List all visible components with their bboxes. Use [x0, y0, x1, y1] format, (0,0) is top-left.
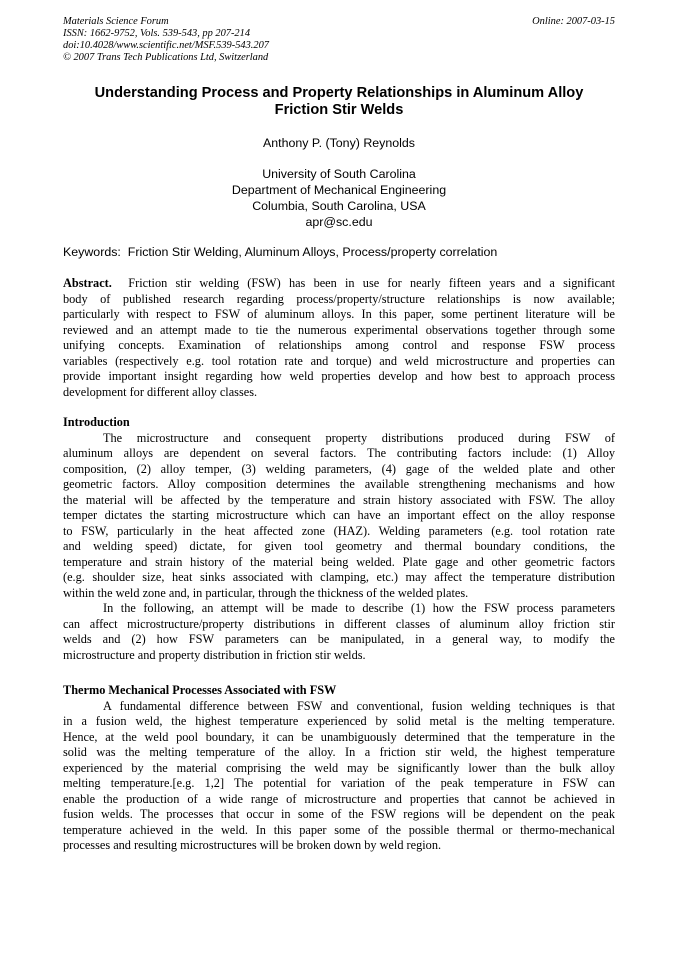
affiliation-university: University of South Carolina: [262, 167, 416, 181]
author-email: apr@sc.edu: [305, 215, 373, 229]
paragraph-line: temperature achieved in the weld. In this paper some of the possible thermal or thermo-mechanical: [63, 822, 615, 837]
paragraph-line: within the weld zone and, in particular, through the thickness of the welded plates.: [63, 585, 469, 600]
paragraph-line: melting temperature.[e.g. 1,2] The potential for variation of the peak temperature in FSW can: [63, 776, 615, 790]
abstract-line: reviewed and an attempt made to tie the numerous experimental observations together through some: [63, 322, 615, 337]
paragraph-line: In the following, an attempt will be made to describe (1) how the FSW process parameters: [103, 601, 615, 615]
paragraph-line: microstructure and property distribution in friction stir welds.: [63, 647, 366, 662]
paragraph-line: to FSW, particularly in the heat affected zone (HAZ). Welding parameters (e.g. tool rotation rate: [63, 523, 615, 538]
paragraph-line: geometric factors. Alloy composition determines the available strengthening mechanisms and how: [63, 477, 615, 491]
introduction-section: [63, 415, 615, 663]
paragraph-line: can affect microstructure/property distributions in different classes of aluminum alloy friction stir: [63, 616, 615, 631]
paragraph-line: aluminum alloys are dependent on several factors. The contributing factors include: (1) Alloy: [63, 446, 615, 460]
abstract-line: provide important insight regarding how weld properties develop and how best to approach process: [63, 369, 615, 383]
paragraph-line: and welding speed) dictate, for given tool geometry and thermal boundary conditions, the: [63, 539, 615, 553]
affiliation: [40, 166, 638, 230]
paragraph-line: processes and resulting microstructures will be broken down by weld region.: [63, 838, 442, 852]
paragraph-line: (e.g. shoulder size, heat sinks associated with clamping, etc.) may affect the temperature distribution: [63, 570, 615, 584]
paragraph-line: Hence, at the weld pool boundary, it can be unambiguously determined that the temperature in the: [63, 729, 615, 744]
paragraph-line: welds and (2) how FSW parameters can be manipulated, in a general way, to modify the: [63, 632, 615, 646]
paragraph-line: the material will be affected by the temperature and strain history associated with FSW. The alloy: [63, 492, 615, 507]
keywords: [63, 244, 497, 260]
paper-title: [40, 85, 638, 119]
title-line: Friction Stir Welds: [274, 102, 404, 118]
paragraph-line: The microstructure and consequent property distributions produced during FSW of: [103, 430, 615, 445]
paragraph-line: temper dictates the starting microstructure which can have an important effect on the alloy response: [63, 508, 615, 522]
paragraph-line: experienced by the material comprising the weld may be significantly lower than the bulk alloy: [63, 760, 615, 775]
journal-name: Materials Science Forum: [63, 16, 169, 27]
abstract-section: [63, 276, 615, 400]
abstract-label: Abstract.: [63, 276, 112, 290]
abstract-line: body of published research regarding process/property/structure relationships is now available;: [63, 291, 615, 306]
journal-issn: ISSN: 1662-9752, Vols. 539-543, pp 207-214: [63, 28, 251, 39]
author-name: Anthony P. (Tony) Reynolds: [263, 136, 415, 150]
abstract-line: particularly with respect to FSW of aluminum alloys. In this paper, some pertinent literature will be: [63, 307, 615, 321]
abstract-line: Abstract. Friction stir welding (FSW) has been in use for nearly fifteen years and a significant: [63, 276, 615, 290]
journal-header: [63, 16, 269, 64]
section-heading: Thermo Mechanical Processes Associated with FSW: [63, 683, 337, 697]
paragraph-line: fusion welds. The processes that occur in some of the FSW regions will be dependent on the peak: [63, 807, 615, 821]
affiliation-department: Department of Mechanical Engineering: [231, 183, 447, 197]
paragraph-line: composition, (2) alloy temper, (3) welding parameters, (4) gage of the welded plate and other: [63, 461, 615, 476]
keywords-label: Keywords:: [63, 245, 121, 259]
keywords-text: Friction Stir Welding, Aluminum Alloys, Process/property correlation: [127, 245, 498, 259]
journal-doi: doi:10.4028/www.scientific.net/MSF.539-543.207: [63, 40, 269, 51]
title-line: Understanding Process and Property Relationships in Aluminum Alloy: [94, 85, 584, 101]
section-heading: Introduction: [63, 415, 130, 429]
paragraph-line: A fundamental difference between FSW and conventional, fusion welding techniques is that: [103, 698, 615, 713]
paragraph-line: temperature and strain history of the material being welded. Plate gage and other geometric factors: [63, 554, 615, 569]
abstract-line: development for different alloy classes.: [63, 384, 258, 399]
online-date: Online: 2007-03-15: [532, 16, 615, 27]
abstract-line: unifying concepts. Examination of relationships among control and response FSW process: [63, 338, 615, 352]
affiliation-location: Columbia, South Carolina, USA: [252, 199, 426, 213]
paragraph-line: enable the production of a wide range of microstructure and properties that cannot be achieved in: [63, 791, 615, 806]
abstract-line: variables (respectively e.g. tool rotation rate and torque) and weld microstructure and properties can: [63, 353, 615, 368]
paragraph-line: solid was the melting temperature of the alloy. In a friction stir weld, the highest temperature: [63, 745, 615, 759]
journal-copyright: © 2007 Trans Tech Publications Ltd, Switzerland: [63, 52, 269, 63]
thermo-mechanical-section: [63, 683, 615, 854]
paragraph-line: in a fusion weld, the highest temperature experienced by solid metal is the melting temperature.: [63, 714, 615, 728]
